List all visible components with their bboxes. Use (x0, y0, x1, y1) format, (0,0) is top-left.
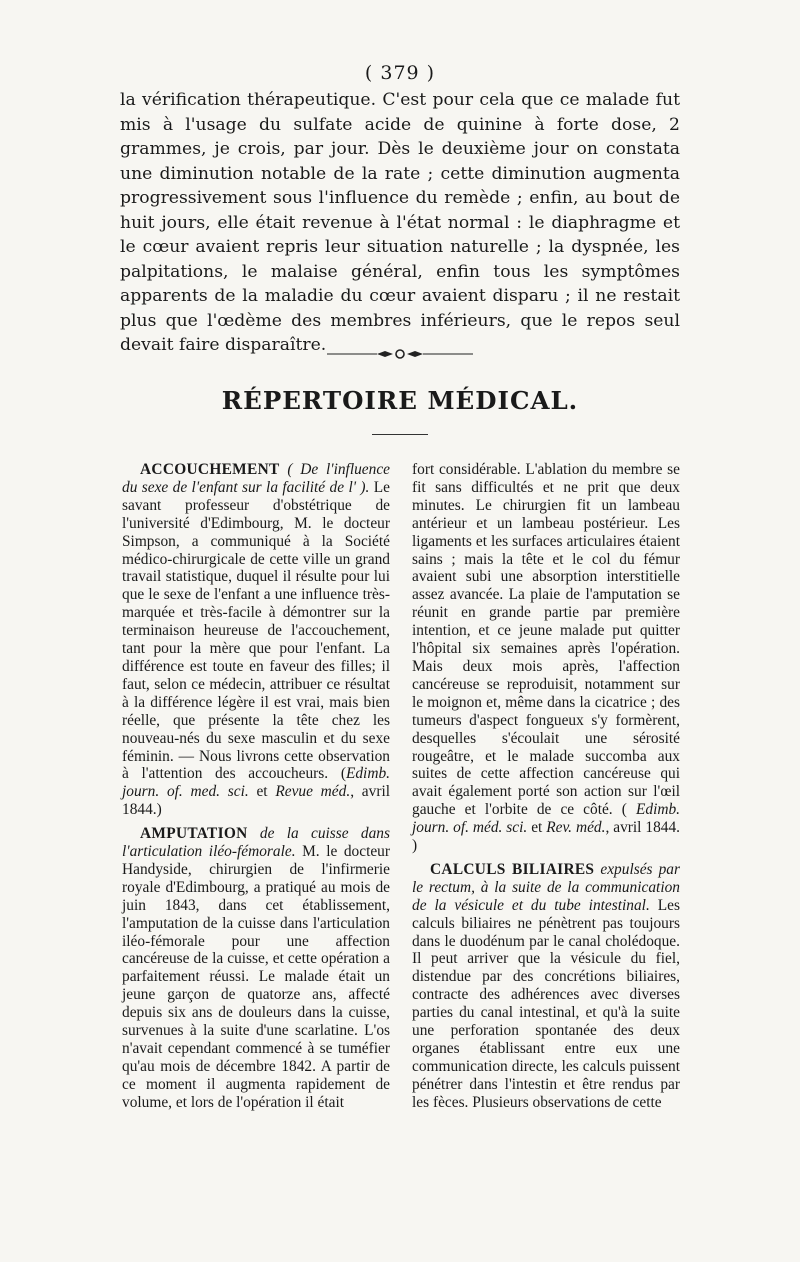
intro-paragraph (120, 88, 680, 358)
right-column (412, 461, 680, 1118)
entry-body: Le savant professeur d'obstétrique de l'université d'Edimbourg, M. le docteur Simpson, a communiqué à la Société médico-chirurgicale de cette ville un grand travail statistique, duquel il résulte pour lui que le sexe de l'enfant a une influence très-marquée et très-facile à démontrer sur la terminaison heureuse de l'accouchement, tant pour la mère que pour l'enfant. La différence est toute en faveur des filles; il faut, selon ce médecin, attribuer ce résultat à la différence légère il est vrai, mais bien réelle, que présente la tête chez les nouveau-nés du sexe masculin et du sexe féminin. — Nous livrons cette observation à l'attention des accoucheurs. (122, 478, 390, 783)
entry-ref-revue: Rev. méd. (546, 819, 606, 837)
ornament-divider (0, 346, 800, 365)
intro-text: la vérification thérapeutique. C'est pour cela que ce malade fut mis à l'usage du sulfate acide de quinine à forte dose, 2 grammes, je crois, par jour. Dès le deuxième jour on constata une diminution notable de la rate ; cette diminution augmenta progressivement sous l'influence du remède ; enfin, au bout de huit jours, elle était revenue à l'état normal : le diaphragme et le cœur avaient repris leur situation naturelle ; la dyspnée, les palpitations, le malaise général, enfin tous les symptômes apparents de la maladie du cœur avaient disparu ; il ne restait plus que l'œdème des membres inférieurs, que le repos seul devait faire disparaître. (120, 90, 680, 355)
entry-keyword: AMPUTATION (140, 825, 248, 843)
entry-ref-date: , avril 1844.) (122, 783, 390, 819)
entry-body: Les calculs biliaires ne pénètrent pas toujours dans le duodénum par le canal cholédoque. Il peut arriver que la vésicule du fiel, distendue par des concrétions biliaires, contracte des adhérences avec diverses parties du canal intestinal, et qu'à la suite une perforation spontanée des deux organes établissant entre eux une communication directe, les calculs puissent pénétrer dans l'intestin et être rendus par les fèces. Plusieurs observations de cette (412, 896, 680, 1111)
ornament-icon (325, 347, 475, 361)
entry-ref-and: et (527, 819, 547, 837)
section-title: RÉPERTOIRE MÉDICAL. (221, 386, 579, 415)
entry-ref-journal: Edimb. journ. of. med. sci. (122, 765, 390, 801)
entry-body: fort considérable. L'ablation du membre se fit sans difficultés et ne prit que deux minutes. Le chirurgien fit un lambeau antérieur et un lambeau postérieur. Les ligaments et les surfaces articulaires étaient sains ; mais la tête et le col du fémur avaient subi une absorption interstitielle assez avancée. La plaie de l'amputation se réunit en grande partie par première intention, et ce jeune malade put quitter l'hôpital six semaines après l'opération. Mais deux mois après, l'affection cancéreuse se reproduisit, notamment sur le moignon et, même dans la cicatrice ; des tumeurs d'aspect fongueux s'y formèrent, desquelles s'écoulait une sérosité rougeâtre, et le malade succomba aux suites de cette affection cancéreuse qui avait également porté son action sur l'œil gauche et l'orbite de ce côté. (412, 461, 680, 819)
entry-ref-journal: Edimb. journ. of. méd. sci. (412, 801, 680, 837)
entry-body: M. le docteur Handyside, chirurgien de l'infirmerie royale d'Edimbourg, a pratiqué au mois de juin 1843, dans cet établissement, l'amputation de la cuisse dans l'articulation iléo-fémorale pour une affection cancéreuse de la cuisse, et cette opération a parfaitement réussi. Le malade était un jeune garçon de quatorze ans, affecté depuis six ans de douleurs dans la cuisse, survenues à la suite d'une scarlatine. L'os n'avait cependant commencé à se tuméfier qu'au mois de décembre 1842. A partir de ce moment il augmenta rapidement de volume, et lors de l'opération il était (122, 843, 390, 1111)
entry-ref-date: , avril 1844. ) (412, 819, 681, 855)
page-number: ( 379 ) (364, 62, 436, 84)
entry-ref-and: et (248, 783, 276, 801)
entry-subtitle: expulsés par le rectum, à la suite de la communication de la vésicule et du tube intestinal. (412, 860, 680, 914)
entry-accouchement (122, 461, 390, 819)
entry-keyword: CALCULS BILIAIRES (430, 860, 595, 878)
entry-subtitle: ( De l'influence du sexe de l'enfant sur la facilité de l' ). (122, 461, 390, 496)
entry-ref-open: ( (621, 801, 627, 819)
left-column (122, 461, 390, 1118)
entry-keyword: ACCOUCHEMENT (140, 461, 280, 478)
entry-amputation-continued (412, 461, 680, 855)
title-rule (372, 434, 428, 435)
entry-calculs-biliaires (412, 861, 680, 1112)
entry-amputation (122, 825, 390, 1112)
entry-ref-revue: Revue méd. (275, 783, 351, 801)
entry-subtitle: de la cuisse dans l'articulation iléo-fémorale. (122, 825, 390, 861)
entry-ref-open: ( (340, 765, 346, 783)
